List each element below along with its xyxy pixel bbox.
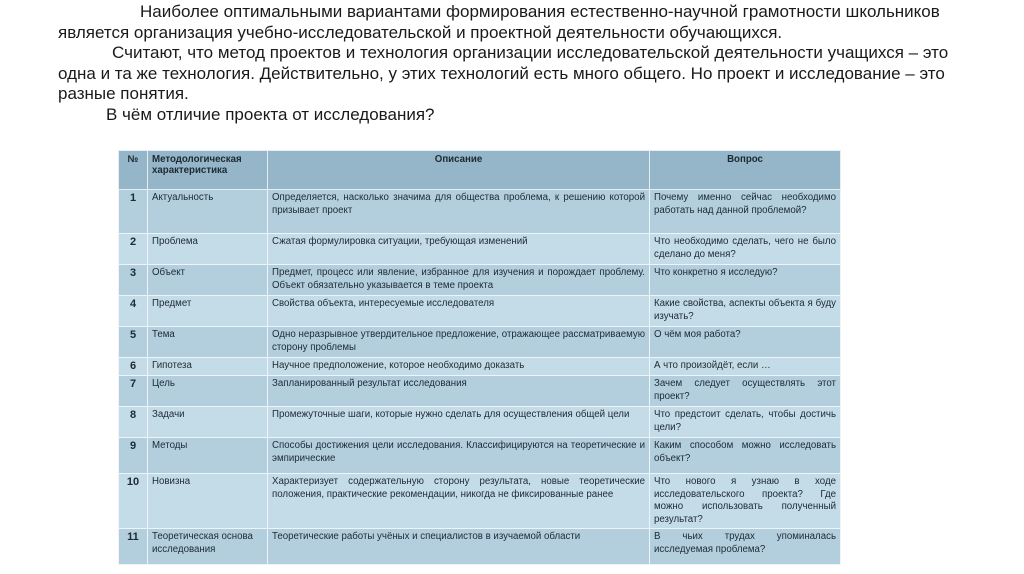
cell-description: Определяется, насколько значима для общества проблема, к решению которой призывает проект [268,190,650,234]
table-row [119,358,841,376]
comparison-table [118,150,841,565]
cell-description: Научное предположение, которое необходимо доказать [268,358,650,376]
cell-characteristic: Цель [148,376,268,407]
table-row [119,376,841,407]
cell-characteristic: Предмет [148,296,268,327]
cell-description: Предмет, процесс или явление, избранное для изучения и порождает проблему. Объект обязательно указывается в теме проекта [268,265,650,296]
cell-question: Что предстоит сделать, чтобы достичь цели? [650,407,841,438]
table-header-row [119,151,841,190]
cell-num: 6 [119,358,148,376]
cell-description: Сжатая формулировка ситуации, требующая изменений [268,234,650,265]
cell-characteristic: Объект [148,265,268,296]
cell-question: А что произойдёт, если … [650,358,841,376]
cell-question: О чём моя работа? [650,327,841,358]
table-row [119,327,841,358]
cell-num: 8 [119,407,148,438]
cell-num: 2 [119,234,148,265]
cell-characteristic: Гипотеза [148,358,268,376]
cell-description: Теоретические работы учёных и специалистов в изучаемой области [268,529,650,565]
cell-num: 3 [119,265,148,296]
cell-characteristic: Актуальность [148,190,268,234]
cell-num: 10 [119,474,148,529]
cell-characteristic: Проблема [148,234,268,265]
table-row [119,190,841,234]
header-num: № [119,151,148,190]
cell-num: 1 [119,190,148,234]
cell-num: 9 [119,438,148,474]
cell-question: Каким способом можно исследовать объект? [650,438,841,474]
table-row [119,438,841,474]
intro-paragraph-1: Наиболее оптимальными вариантами формирования естественно-научной грамотности школьников является организация учебно-исследовательской и проектной деятельности обучающихся. [58,2,940,42]
table-row [119,265,841,296]
cell-characteristic: Тема [148,327,268,358]
header-question: Вопрос [650,151,841,190]
cell-description: Промежуточные шаги, которые нужно сделать для осуществления общей цели [268,407,650,438]
cell-characteristic: Задачи [148,407,268,438]
cell-question: Что необходимо сделать, чего не было сделано до меня? [650,234,841,265]
cell-question: В чьих трудах упоминалась исследуемая проблема? [650,529,841,565]
table-body [119,190,841,565]
table-row [119,296,841,327]
table-row [119,234,841,265]
cell-num: 5 [119,327,148,358]
cell-characteristic: Методы [148,438,268,474]
cell-question: Почему именно сейчас необходимо работать над данной проблемой? [650,190,841,234]
header-characteristic: Методологическая характеристика [148,151,268,190]
cell-description: Свойства объекта, интересуемые исследователя [268,296,650,327]
cell-question: Какие свойства, аспекты объекта я буду изучать? [650,296,841,327]
intro-text [58,2,958,125]
table-row [119,407,841,438]
cell-description: Способы достижения цели исследования. Классифицируются на теоретические и эмпирические [268,438,650,474]
cell-num: 4 [119,296,148,327]
cell-description: Запланированный результат исследования [268,376,650,407]
cell-question: Что нового я узнаю в ходе исследовательского проекта? Где можно использовать полученный результат? [650,474,841,529]
table-row [119,474,841,529]
header-description: Описание [268,151,650,190]
cell-characteristic: Новизна [148,474,268,529]
cell-question: Что конкретно я исследую? [650,265,841,296]
cell-num: 11 [119,529,148,565]
cell-characteristic: Теоретическая основа исследования [148,529,268,565]
cell-question: Зачем следует осуществлять этот проект? [650,376,841,407]
cell-description: Одно неразрывное утвердительное предложение, отражающее рассматриваемую сторону проблемы [268,327,650,358]
intro-paragraph-2: Считают, что метод проектов и технология организации исследовательской деятельности учащихся – это одна и та же технология. Действительно, у этих технологий есть много общего. Но проект и исследование – это разные понятия. [58,43,949,103]
cell-num: 7 [119,376,148,407]
cell-description: Характеризует содержательную сторону результата, новые теоретические положения, практические рекомендации, никогда не фиксированные ранее [268,474,650,529]
table-row [119,529,841,565]
intro-question: В чём отличие проекта от исследования? [106,104,435,124]
